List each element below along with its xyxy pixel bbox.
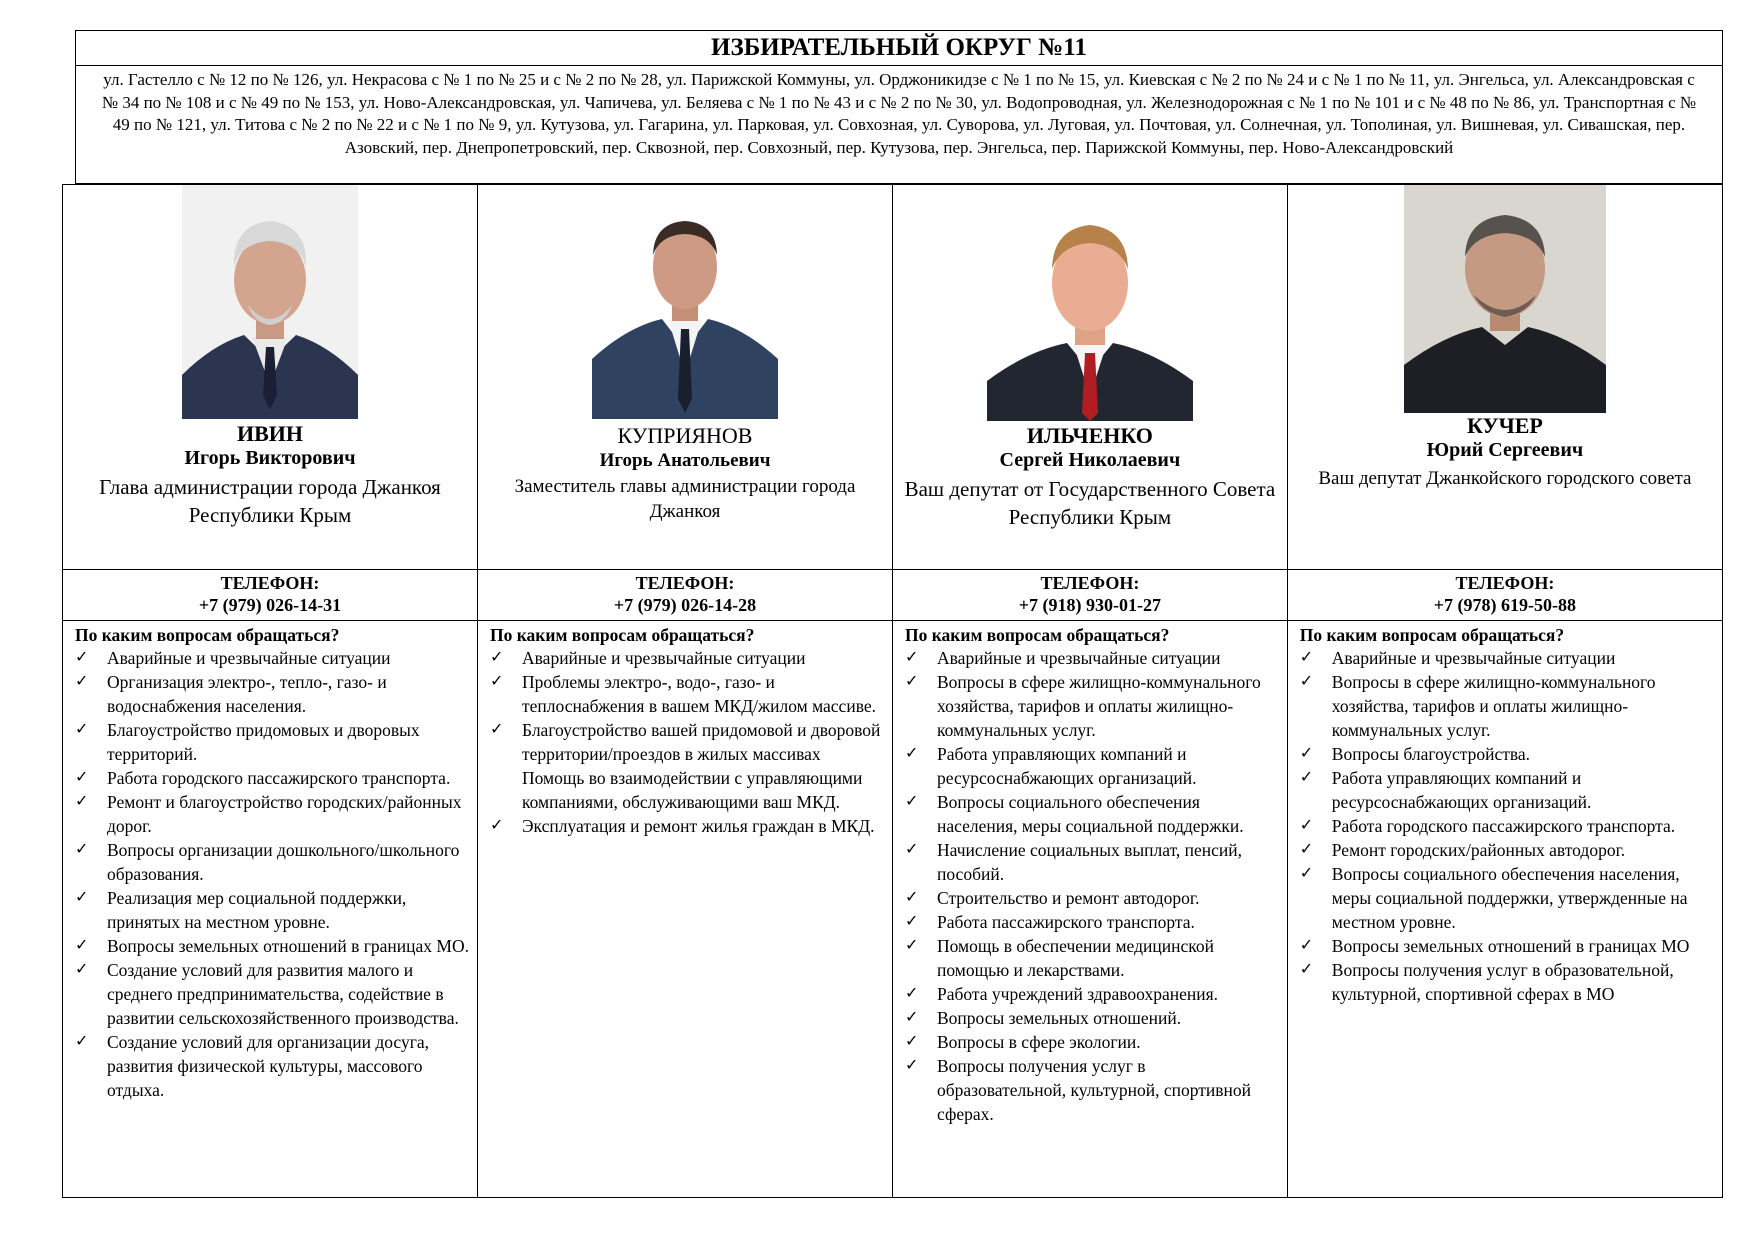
issue-item	[1300, 838, 1714, 862]
issue-text: Начисление социальных выплат, пенсий, пособий.	[937, 840, 1243, 884]
checkmark-icon: ✓	[75, 673, 89, 690]
issue-item	[75, 646, 469, 670]
candidate-position-3: Ваш депутат от Государственного Совета Республики Крым	[904, 477, 1276, 529]
phone-cell-4	[1287, 570, 1722, 621]
issue-text: Помощь в обеспечении медицинской помощью и лекарствами.	[937, 936, 1214, 980]
checkmark-icon: ✓	[75, 769, 89, 786]
checkmark-icon: ✓	[905, 841, 919, 858]
checkmark-icon: ✓	[490, 721, 504, 738]
issue-item	[75, 958, 469, 1030]
district-header	[75, 30, 1723, 184]
checkmark-icon: ✓	[1299, 745, 1314, 762]
issues-cell-2	[478, 621, 893, 1198]
candidate-name-3: Сергей Николаевич	[999, 449, 1181, 471]
issue-text: Аварийные и чрезвычайные ситуации	[522, 648, 806, 668]
issue-item	[1300, 958, 1714, 1006]
phone-label-3: ТЕЛЕФОН:	[1040, 573, 1140, 593]
issue-item	[905, 1006, 1279, 1030]
issue-text: Вопросы получения услуг в образовательной, культурной, спортивной сферах в МО	[1331, 960, 1674, 1004]
checkmark-icon: ✓	[1299, 841, 1314, 858]
issue-item	[905, 1054, 1279, 1126]
issue-item	[1300, 862, 1714, 934]
issue-text: Вопросы получения услуг в образовательной, культурной, спортивной сферах.	[937, 1056, 1252, 1124]
issue-text: Работа городского пассажирского транспорта.	[1331, 816, 1676, 836]
issue-item	[490, 718, 884, 814]
issue-item	[1300, 934, 1714, 958]
checkmark-icon: ✓	[905, 1057, 919, 1074]
issue-item	[905, 1030, 1279, 1054]
checkmark-icon: ✓	[75, 649, 89, 666]
phone-number-3: +7 (918) 930-01-27	[1018, 595, 1162, 615]
issue-item	[75, 718, 469, 766]
checkmark-icon: ✓	[75, 961, 89, 978]
issue-item	[75, 886, 469, 934]
checkmark-icon: ✓	[1299, 769, 1314, 786]
district-title: ИЗБИРАТЕЛЬНЫЙ ОКРУГ №11	[76, 31, 1722, 66]
phone-cell-1	[63, 570, 478, 621]
district-streets: ул. Гастелло с № 12 по № 126, ул. Некрасова с № 1 по № 25 и с № 2 по № 28, ул. Парижской Коммуны, ул. Орджоникидзе с № 1 по № 15, ул. Киевская с № 2 по № 24 и с № 1 по № 11, ул. Энгельса, ул. Александровская с № 34 по № 108 и с № 49 по № 153, ул. Ново-Александровская, ул. Чапичева, ул. Беляева с № 1 по № 43 и с № 2 по № 30, ул. Водопроводная, ул. Железнодорожная с № 1 по № 101 и с № 48 по № 86, ул. Транспортная с № 49 по № 121, ул. Титова с № 2 по № 22 и с № 1 по № 9, ул. Кутузова, ул. Гагарина, ул. Парковая, ул. Совхозная, ул. Суворова, ул. Луговая, ул. Почтовая, ул. Солнечная, ул. Тополиная, ул. Вишневая, ул. Сивашская, пер. Азовский, пер. Днепропетровский, пер. Сквозной, пер. Совхозный, пер. Кутузова, пер. Энгельса, пер. Парижской Коммуны, пер. Ново-Александровский	[101, 70, 1697, 157]
checkmark-icon: ✓	[905, 673, 919, 690]
issues-list-4	[1300, 646, 1714, 1006]
issues-question-4: По каким вопросам обращаться?	[1299, 625, 1565, 645]
candidate-surname-1: ИВИН	[236, 421, 303, 446]
checkmark-icon: ✓	[1299, 961, 1314, 978]
phone-number-4: +7 (978) 619-50-88	[1433, 595, 1577, 615]
checkmark-icon: ✓	[490, 649, 504, 666]
checkmark-icon: ✓	[1299, 817, 1314, 834]
issues-list-1	[75, 646, 469, 1102]
issue-text: Вопросы организации дошкольного/школьного образования.	[107, 840, 460, 884]
checkmark-icon: ✓	[75, 841, 89, 858]
issue-text: Вопросы земельных отношений.	[937, 1008, 1182, 1028]
candidate-surname-4: КУЧЕР	[1466, 413, 1543, 438]
issue-item	[905, 886, 1279, 910]
issue-text: Создание условий для организации досуга, развития физической культуры, массового отдыха.	[107, 1032, 430, 1100]
candidate-card-4	[1287, 185, 1722, 570]
candidate-photo-2	[592, 199, 778, 419]
issue-item	[905, 670, 1279, 742]
checkmark-icon: ✓	[75, 1033, 89, 1050]
candidate-photo-1	[182, 185, 358, 419]
candidate-name-2: Игорь Анатольевич	[599, 450, 771, 471]
checkmark-icon: ✓	[75, 721, 89, 738]
checkmark-icon: ✓	[905, 1033, 919, 1050]
issue-text: Работа управляющих компаний и ресурсоснабжающих организаций.	[1331, 768, 1592, 812]
issue-item	[1300, 814, 1714, 838]
issues-list-3	[905, 646, 1279, 1126]
phone-label-4: ТЕЛЕФОН:	[1455, 573, 1555, 593]
checkmark-icon: ✓	[75, 889, 89, 906]
candidate-name-1: Игорь Викторович	[184, 447, 356, 469]
issue-item	[75, 670, 469, 718]
phone-cell-3	[893, 570, 1288, 621]
issue-item	[905, 646, 1279, 670]
issue-text: Вопросы благоустройства.	[1331, 744, 1531, 764]
issue-text: Вопросы социального обеспечения населения, меры социальной поддержки, утвержденные на местном уровне.	[1331, 864, 1688, 932]
checkmark-icon: ✓	[1299, 937, 1314, 954]
issue-text: Проблемы электро-, водо-, газо- и теплоснабжения в вашем МКД/жилом массиве.	[522, 672, 876, 716]
issue-item	[490, 814, 884, 838]
issue-item	[490, 646, 884, 670]
issue-text: Вопросы земельных отношений в границах МО	[1331, 936, 1690, 956]
issue-text: Работа городского пассажирского транспорта.	[107, 768, 451, 788]
issue-item	[490, 670, 884, 718]
issue-text: Вопросы социального обеспечения населения, меры социальной поддержки.	[937, 792, 1244, 836]
issue-text: Реализация мер социальной поддержки, принятых на местном уровне.	[107, 888, 407, 932]
issue-text: Благоустройство придомовых и дворовых территорий.	[107, 720, 420, 764]
issue-item	[1300, 742, 1714, 766]
issues-list-2	[490, 646, 884, 838]
issue-text: Работа учреждений здравоохранения.	[937, 984, 1219, 1004]
checkmark-icon: ✓	[905, 913, 919, 930]
checkmark-icon: ✓	[1299, 865, 1314, 882]
checkmark-icon: ✓	[1299, 673, 1314, 690]
issue-text: Аварийные и чрезвычайные ситуации	[1331, 648, 1616, 668]
issues-cell-4	[1287, 621, 1722, 1198]
issue-text: Создание условий для развития малого и среднего предпринимательства, содействие в развитии сельскохозяйственного производства.	[107, 960, 459, 1028]
issue-item	[75, 838, 469, 886]
issue-item	[905, 742, 1279, 790]
issue-item	[905, 934, 1279, 982]
issue-item	[905, 910, 1279, 934]
issue-item	[905, 838, 1279, 886]
candidate-card-2	[478, 185, 893, 570]
issue-item	[1300, 646, 1714, 670]
issue-text: Вопросы в сфере экологии.	[937, 1032, 1141, 1052]
phone-label-2: ТЕЛЕФОН:	[635, 573, 735, 593]
issue-text: Работа управляющих компаний и ресурсоснабжающих организаций.	[937, 744, 1197, 788]
issue-text: Аварийные и чрезвычайные ситуации	[937, 648, 1221, 668]
issue-text: Ремонт городских/районных автодорог.	[1331, 840, 1626, 860]
phone-number-1: +7 (979) 026-14-31	[198, 595, 342, 615]
issue-item	[1300, 766, 1714, 814]
issue-text: Эксплуатация и ремонт жилья граждан в МКД.	[522, 816, 875, 836]
candidate-card-1	[63, 185, 478, 570]
candidate-card-3	[893, 185, 1288, 570]
issue-text: Ремонт и благоустройство городских/районных дорог.	[107, 792, 462, 836]
issue-item	[905, 790, 1279, 838]
issue-text: Благоустройство вашей придомовой и дворовой территории/проездов в жилых массивах Помощь во взаимодействии с управляющими компаниями, обслуживающими ваш МКД.	[522, 720, 881, 812]
phone-label-1: ТЕЛЕФОН:	[220, 573, 320, 593]
checkmark-icon: ✓	[905, 793, 919, 810]
checkmark-icon: ✓	[905, 1009, 919, 1026]
issue-text: Аварийные и чрезвычайные ситуации	[107, 648, 391, 668]
issue-text: Вопросы в сфере жилищно-коммунального хозяйства, тарифов и оплаты жилищно-коммунальных услуг.	[937, 672, 1261, 740]
issue-item	[75, 790, 469, 838]
candidates-table	[62, 184, 1723, 1198]
issue-item	[75, 1030, 469, 1102]
checkmark-icon: ✓	[490, 673, 504, 690]
checkmark-icon: ✓	[75, 793, 89, 810]
issue-text: Вопросы земельных отношений в границах МО.	[107, 936, 469, 956]
checkmark-icon: ✓	[905, 649, 919, 666]
issue-text: Вопросы в сфере жилищно-коммунального хозяйства, тарифов и оплаты жилищно-коммунальных услуг.	[1331, 672, 1656, 740]
candidate-surname-2: КУПРИЯНОВ	[617, 423, 753, 448]
checkmark-icon: ✓	[905, 937, 919, 954]
checkmark-icon: ✓	[905, 889, 919, 906]
issue-text: Организация электро-, тепло-, газо- и водоснабжения населения.	[107, 672, 387, 716]
issues-question-2: По каким вопросам обращаться?	[490, 625, 755, 645]
phone-number-2: +7 (979) 026-14-28	[613, 595, 757, 615]
issues-cell-3	[893, 621, 1288, 1198]
checkmark-icon: ✓	[75, 937, 89, 954]
issue-text: Работа пассажирского транспорта.	[937, 912, 1195, 932]
phone-cell-2	[478, 570, 893, 621]
issue-item	[1300, 670, 1714, 742]
checkmark-icon: ✓	[905, 745, 919, 762]
candidate-photo-3	[987, 191, 1193, 421]
candidate-position-4: Ваш депутат Джанкойского городского совета	[1318, 468, 1692, 489]
issues-question-3: По каким вопросам обращаться?	[905, 625, 1170, 645]
candidate-position-2: Заместитель главы администрации города Джанкоя	[514, 476, 856, 522]
candidate-position-1: Глава администрации города Джанкоя Республики Крым	[99, 475, 441, 527]
issue-text: Строительство и ремонт автодорог.	[937, 888, 1200, 908]
issue-item	[75, 766, 469, 790]
checkmark-icon: ✓	[1299, 649, 1314, 666]
checkmark-icon: ✓	[905, 985, 919, 1002]
candidate-name-4: Юрий Сергеевич	[1426, 439, 1584, 461]
issues-question-1: По каким вопросам обращаться?	[75, 625, 340, 645]
candidate-photo-4	[1404, 185, 1606, 413]
issue-item	[905, 982, 1279, 1006]
issues-cell-1	[63, 621, 478, 1198]
issue-item	[75, 934, 469, 958]
checkmark-icon: ✓	[490, 817, 504, 834]
candidate-surname-3: ИЛЬЧЕНКО	[1026, 423, 1153, 448]
